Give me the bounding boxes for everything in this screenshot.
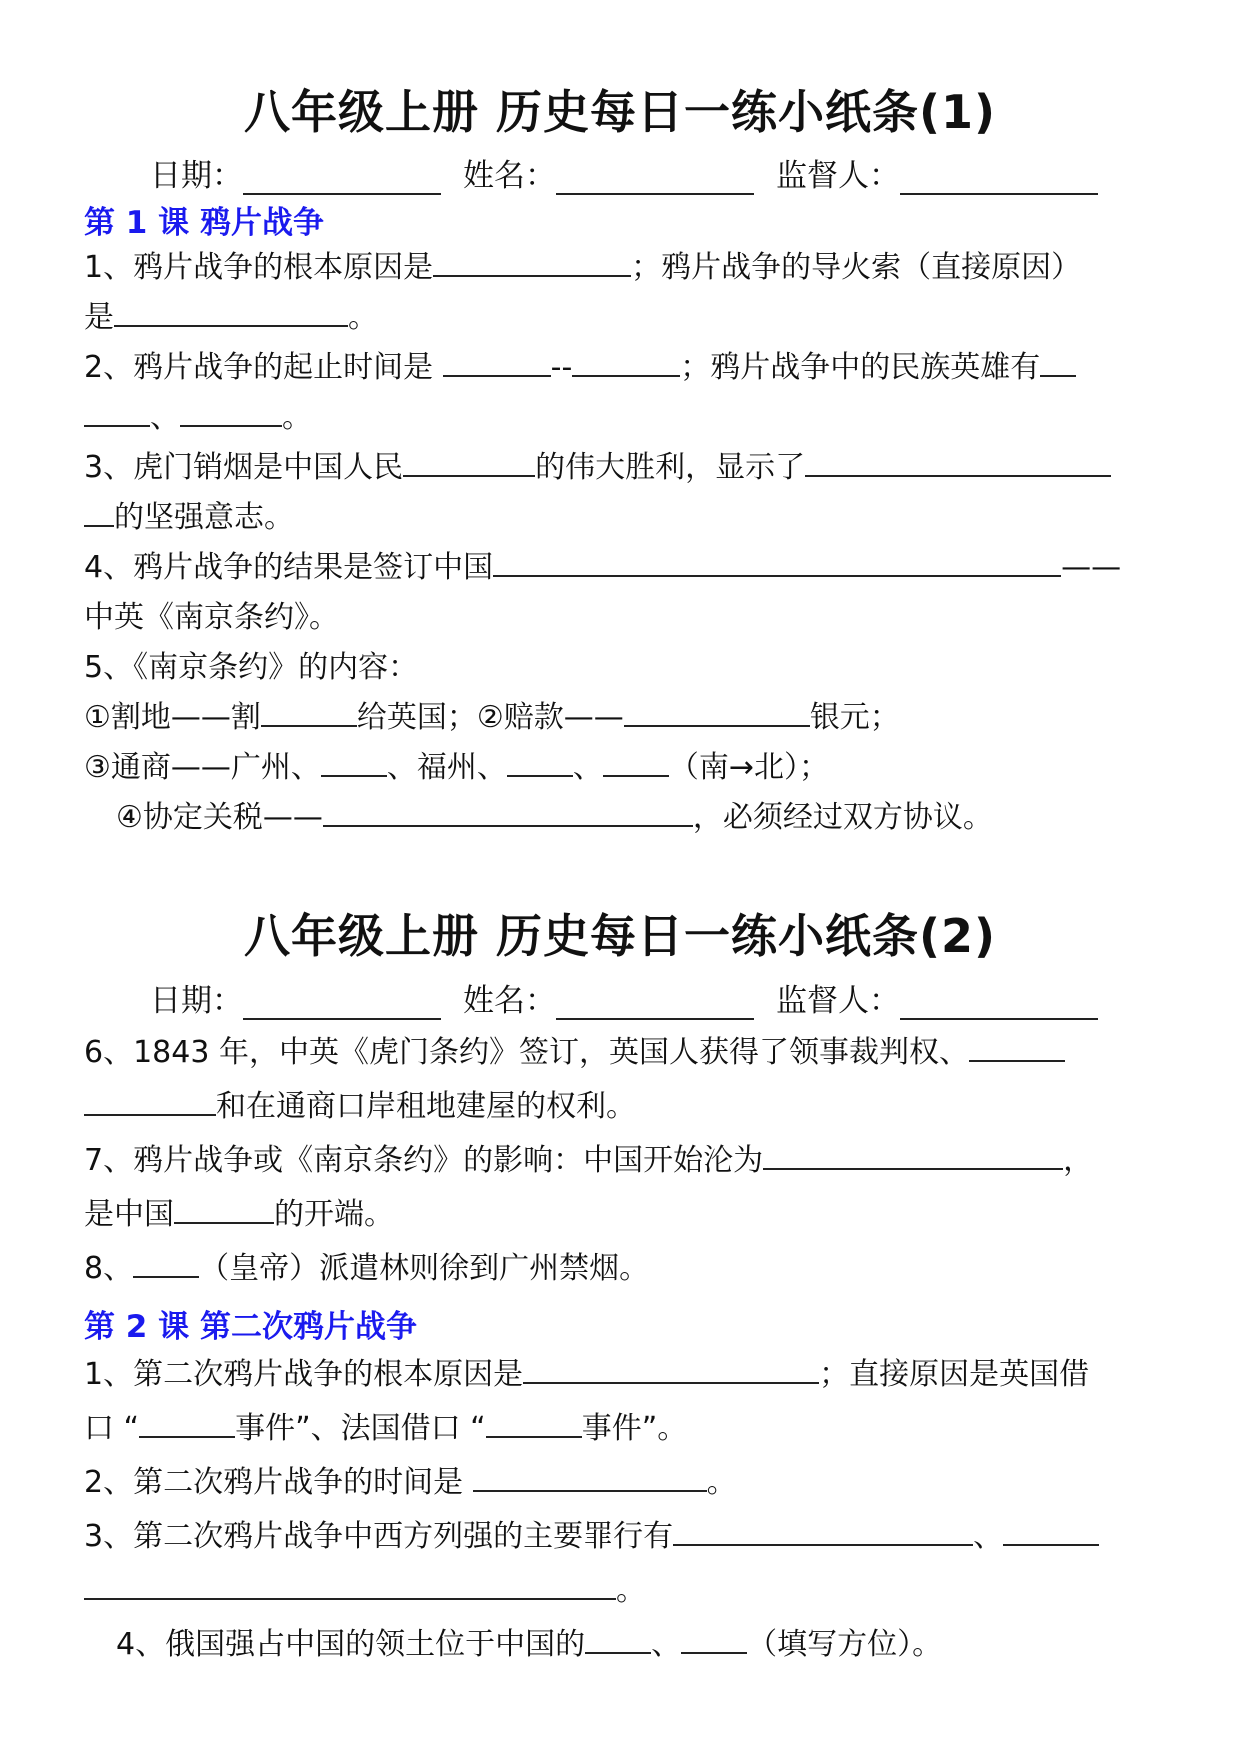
l2q1-line2 — [84, 1409, 687, 1449]
lesson1-heading: 第 1 课 鸦片战争 — [84, 205, 324, 241]
l2q4-line — [116, 1625, 942, 1665]
q5-blank-indemnity[interactable] — [624, 699, 810, 727]
supervisor-label: 监督人： — [776, 983, 900, 1019]
l2q1-blank-cause[interactable] — [523, 1356, 819, 1384]
q2-text-b: -- — [550, 350, 573, 385]
q2-text-a: 2、鸦片战争的起止时间是 — [84, 350, 443, 385]
l2q1-blank-britain[interactable] — [139, 1410, 235, 1438]
q7-blank-1[interactable] — [763, 1142, 1063, 1170]
q5-text-intro: 5、《南京条约》的内容： — [84, 650, 419, 685]
q2-blank-start[interactable] — [443, 349, 551, 377]
l2q2-blank[interactable] — [473, 1464, 707, 1492]
name-label: 姓名： — [463, 158, 556, 194]
q5-text-i3b: 、福州、 — [386, 750, 507, 785]
q4-line2 — [84, 598, 339, 638]
l2q1-line1 — [84, 1355, 1089, 1395]
date-blank[interactable] — [243, 165, 441, 195]
q3-line1 — [84, 448, 1111, 488]
q2-blank-hero-2[interactable] — [180, 399, 282, 427]
q5-text-i3d: （南→北）； — [668, 750, 830, 785]
l2q4-text-c: （填写方位）。 — [747, 1627, 943, 1662]
q2-text-d: 、 — [150, 400, 180, 435]
q4-blank[interactable] — [493, 549, 1061, 577]
date-label: 日期： — [150, 983, 243, 1019]
q5-text-i3a: ③通商——广州、 — [84, 750, 321, 785]
name-blank[interactable] — [556, 165, 754, 195]
q2-text-c: ；鸦片战争中的民族英雄有 — [680, 350, 1041, 385]
q8-line — [84, 1249, 649, 1289]
l2q4-blank-2[interactable] — [681, 1626, 747, 1654]
q5-blank-port-3[interactable] — [603, 749, 669, 777]
q7-text-d: 的开端。 — [274, 1197, 394, 1232]
l2q3-text-b: 、 — [973, 1519, 1004, 1554]
supervisor-blank[interactable] — [900, 990, 1098, 1020]
q8-blank[interactable] — [133, 1250, 199, 1278]
q5-text-i4b: ，必须经过双方协议。 — [692, 800, 993, 835]
q2-line2 — [84, 398, 312, 438]
q2-blank-hero-1a[interactable] — [1040, 349, 1076, 377]
l2q3-text-c: 。 — [616, 1573, 646, 1608]
q6-line1 — [84, 1033, 1065, 1073]
q3-blank-1[interactable] — [403, 449, 535, 477]
q5-item-3 — [84, 748, 829, 788]
date-blank[interactable] — [243, 990, 441, 1020]
q8-text-b: （皇帝）派遣林则徐到广州禁烟。 — [199, 1251, 650, 1286]
l2q4-text-b: 、 — [651, 1627, 682, 1662]
l2q3-blank-1[interactable] — [673, 1518, 973, 1546]
sheet2-title: 八年级上册 历史每日一练小纸条(2) — [243, 909, 997, 963]
q7-text-b: ， — [1063, 1143, 1094, 1178]
l2q3-line2 — [84, 1571, 646, 1611]
date-label: 日期： — [150, 158, 243, 194]
l2q1-text-c: 口 “ — [84, 1411, 140, 1446]
l2q1-text-d: 事件”、法国借口 “ — [235, 1411, 486, 1446]
q6-text-b: 和在通商口岸租地建屋的权利。 — [216, 1089, 636, 1124]
q1-blank-1[interactable] — [433, 249, 631, 277]
l2q3-line1 — [84, 1517, 1099, 1557]
l2q1-text-b: ；直接原因是英国借 — [819, 1357, 1090, 1392]
q6-text-a: 6、1843 年，中英《虎门条约》签订，英国人获得了领事裁判权、 — [84, 1035, 969, 1070]
q3-line2 — [84, 498, 294, 538]
q1-text-d: 。 — [348, 300, 378, 335]
q1-text-b: ；鸦片战争的导火索（直接原因） — [631, 250, 1082, 285]
q5-text-i1c: 银元； — [809, 700, 900, 735]
q5-item-1 — [84, 698, 900, 738]
q1-line2 — [84, 298, 378, 338]
q7-line1 — [84, 1141, 1093, 1181]
q4-line1 — [84, 548, 1121, 588]
q3-text-b: 的伟大胜利，显示了 — [535, 450, 806, 485]
q6-blank-a[interactable] — [969, 1034, 1065, 1062]
name-blank[interactable] — [556, 990, 754, 1020]
q5-blank-port-2[interactable] — [507, 749, 573, 777]
q7-text-a: 7、鸦片战争或《南京条约》的影响：中国开始沦为 — [84, 1143, 764, 1178]
l2q1-text-a: 1、第二次鸦片战争的根本原因是 — [84, 1357, 524, 1392]
l2q3-text-a: 3、第二次鸦片战争中西方列强的主要罪行有 — [84, 1519, 674, 1554]
sheet1-title: 八年级上册 历史每日一练小纸条(1) — [243, 85, 997, 139]
q7-blank-2[interactable] — [174, 1196, 274, 1224]
q2-blank-end[interactable] — [572, 349, 680, 377]
q1-blank-2[interactable] — [114, 299, 348, 327]
q5-text-i3c: 、 — [572, 750, 603, 785]
q2-blank-hero-1b[interactable] — [84, 399, 150, 427]
q6-blank-b[interactable] — [84, 1088, 216, 1116]
l2q4-blank-1[interactable] — [585, 1626, 651, 1654]
q5-blank-tariff[interactable] — [323, 799, 693, 827]
supervisor-label: 监督人： — [776, 158, 900, 194]
supervisor-blank[interactable] — [900, 165, 1098, 195]
q1-text-a: 1、鸦片战争的根本原因是 — [84, 250, 434, 285]
q2-text-e: 。 — [282, 400, 312, 435]
q3-blank-2a[interactable] — [805, 449, 1111, 477]
q1-text-c: 是 — [84, 300, 114, 335]
l2q2-text-a: 2、第二次鸦片战争的时间是 — [84, 1465, 473, 1500]
q8-text-a: 8、 — [84, 1251, 134, 1286]
q4-text-b: —— — [1061, 550, 1122, 585]
l2q4-text-a: 4、俄国强占中国的领土位于中国的 — [116, 1627, 586, 1662]
q5-blank-land[interactable] — [261, 699, 357, 727]
q7-text-c: 是中国 — [84, 1197, 174, 1232]
q5-text-i1b: 给英国；②赔款—— — [356, 700, 624, 735]
q6-line2 — [84, 1087, 636, 1127]
q2-line1 — [84, 348, 1076, 388]
q5-text-i4a: ④协定关税—— — [116, 800, 323, 835]
l2q1-text-e: 事件”。 — [581, 1411, 688, 1446]
q1-line1 — [84, 248, 1081, 288]
q4-text-a: 4、鸦片战争的结果是签订中国 — [84, 550, 494, 585]
name-label: 姓名： — [463, 983, 556, 1019]
lesson2-heading: 第 2 课 第二次鸦片战争 — [84, 1309, 417, 1345]
q5-intro — [84, 648, 418, 688]
l2q2-line — [84, 1463, 737, 1503]
l2q3-blank-2b[interactable] — [84, 1572, 616, 1600]
q4-text-c: 中英《南京条约》。 — [84, 600, 339, 635]
q3-text-c: 的坚强意志。 — [114, 500, 294, 535]
sheet1-meta-row — [150, 150, 1120, 195]
q3-text-a: 3、虎门销烟是中国人民 — [84, 450, 404, 485]
l2q1-blank-france[interactable] — [486, 1410, 582, 1438]
q7-line2 — [84, 1195, 394, 1235]
l2q3-blank-2a[interactable] — [1003, 1518, 1099, 1546]
q5-item-4 — [116, 798, 993, 838]
sheet2-meta-row — [150, 975, 1120, 1020]
l2q2-text-b: 。 — [706, 1465, 737, 1500]
q5-blank-port-1[interactable] — [321, 749, 387, 777]
q5-text-i1a: ①割地——割 — [84, 700, 261, 735]
q3-blank-2b[interactable] — [84, 499, 114, 527]
